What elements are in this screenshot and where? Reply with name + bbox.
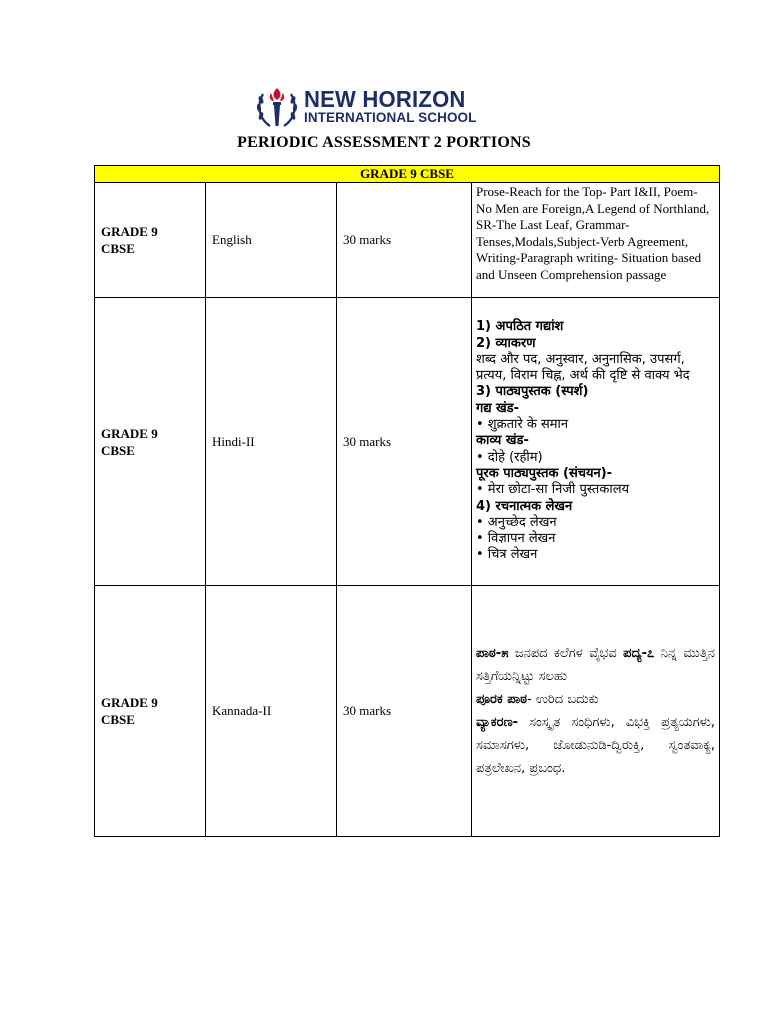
- logo-title: NEW HORIZON: [304, 86, 466, 112]
- portions-cell: [472, 586, 720, 837]
- torch-laurel-icon: [254, 86, 300, 130]
- hindi-list-item: • मेरा छोटा-सा निजी पुस्तकालय: [476, 482, 630, 498]
- logo-subtitle: INTERNATIONAL SCHOOL: [304, 110, 477, 125]
- hindi-section-heading: 4) रचनात्मक लेखन: [476, 498, 573, 514]
- grade-header: GRADE 9 CBSE: [95, 166, 720, 183]
- hindi-section-heading: 2) व्याकरण: [476, 335, 536, 351]
- kannada-poem-text: ನಿನ್ನ ಮುತ್ತಿನ ಸತ್ತಿಗೆಯನ್ನಿಟ್ಟು ಸಲಹು: [476, 646, 716, 684]
- hindi-list-item: • शुक्रतारे के समान: [476, 417, 569, 433]
- hindi-subheading: काव्य खंड-: [476, 433, 529, 449]
- subject-cell: Hindi-II: [206, 298, 337, 586]
- grade-label: GRADE 9: [101, 425, 158, 441]
- marks-cell: 30 marks: [337, 298, 472, 586]
- board-label: CBSE: [101, 442, 135, 458]
- kannada-poem-label: ಪದ್ಯ-೭: [623, 646, 655, 661]
- board-label: CBSE: [101, 712, 135, 727]
- page-title: PERIODIC ASSESSMENT 2 PORTIONS: [237, 134, 531, 151]
- portions-cell: Prose-Reach for the Top- Part I&II, Poem- No Men are Foreign,A Legend of Northland, SR-The Last Leaf, Grammar- Tenses,Modals,Subject-Verb Agreement, Writing-Paragraph writing- Situation based and Unseen Comprehension passage: [472, 183, 720, 298]
- marks-cell: 30 marks: [337, 183, 472, 298]
- portions-table: [94, 165, 720, 837]
- hindi-section-heading: 1) अपठित गद्यांश: [476, 319, 564, 335]
- kannada-supplementary-label: ಪೂರಕ ಪಾಠ: [476, 692, 528, 707]
- marks-cell: 30 marks: [337, 586, 472, 837]
- table-row-english: [95, 183, 720, 298]
- hindi-subheading: गद्य खंड-: [476, 400, 520, 416]
- grade-label: GRADE 9: [101, 695, 158, 710]
- kannada-grammar-text: ಸಂಸ್ಕೃತ ಸಂಧಿಗಳು, ವಿಭಕ್ತಿ ಪ್ರತ್ಯಯಗಳು, ಸಮಾಸಗಳು, ಜೋಡುನುಡಿ-ದ್ವಿರುಕ್ತಿ, ಸ್ವಂತವಾಕ್ಯ, ಪತ್ರಲೇಖನ, ಪ್ರಬಂಧ.: [476, 715, 716, 776]
- board-label: CBSE: [101, 241, 135, 256]
- grade-cell: [95, 298, 206, 586]
- kannada-lesson-label: ಪಾಠ-೫: [476, 646, 509, 661]
- hindi-list-item: • चित्र लेखन: [476, 547, 538, 563]
- portions-cell: [472, 298, 720, 586]
- hindi-section-heading: 3) पाठ्यपुस्तक (स्पर्श): [476, 384, 589, 400]
- table-row-hindi: [95, 298, 720, 586]
- subject-cell: English: [206, 183, 337, 298]
- grade-cell: [95, 183, 206, 298]
- school-logo: [254, 86, 514, 130]
- hindi-list-item: • दोहे (रहीम): [476, 449, 543, 465]
- grade-cell: [95, 586, 206, 837]
- kannada-lesson-text: ಜನಪದ ಕಲೆಗಳ ವೈಭವ: [508, 646, 624, 661]
- table-row-kannada: [95, 586, 720, 837]
- grade-header-row: [95, 166, 720, 183]
- kannada-supplementary-text: - ಉರಿದ ಬದುಕು: [527, 692, 599, 707]
- hindi-list-item: • विज्ञापन लेखन: [476, 531, 556, 547]
- subject-cell: Kannada-II: [206, 586, 337, 837]
- hindi-subheading: पूरक पाठ्यपुस्तक (संचयन)-: [476, 465, 613, 481]
- kannada-grammar-label: ವ್ಯಾಕರಣ-: [476, 715, 519, 730]
- grade-label: GRADE 9: [101, 224, 158, 239]
- hindi-topic-text: शब्द और पद, अनुस्वार, अनुनासिक, उपसर्ग, प्रत्यय, विराम चिह्न, अर्थ की दृष्टि से वाक्य भेद: [476, 351, 690, 384]
- hindi-list-item: • अनुच्छेद लेखन: [476, 514, 557, 530]
